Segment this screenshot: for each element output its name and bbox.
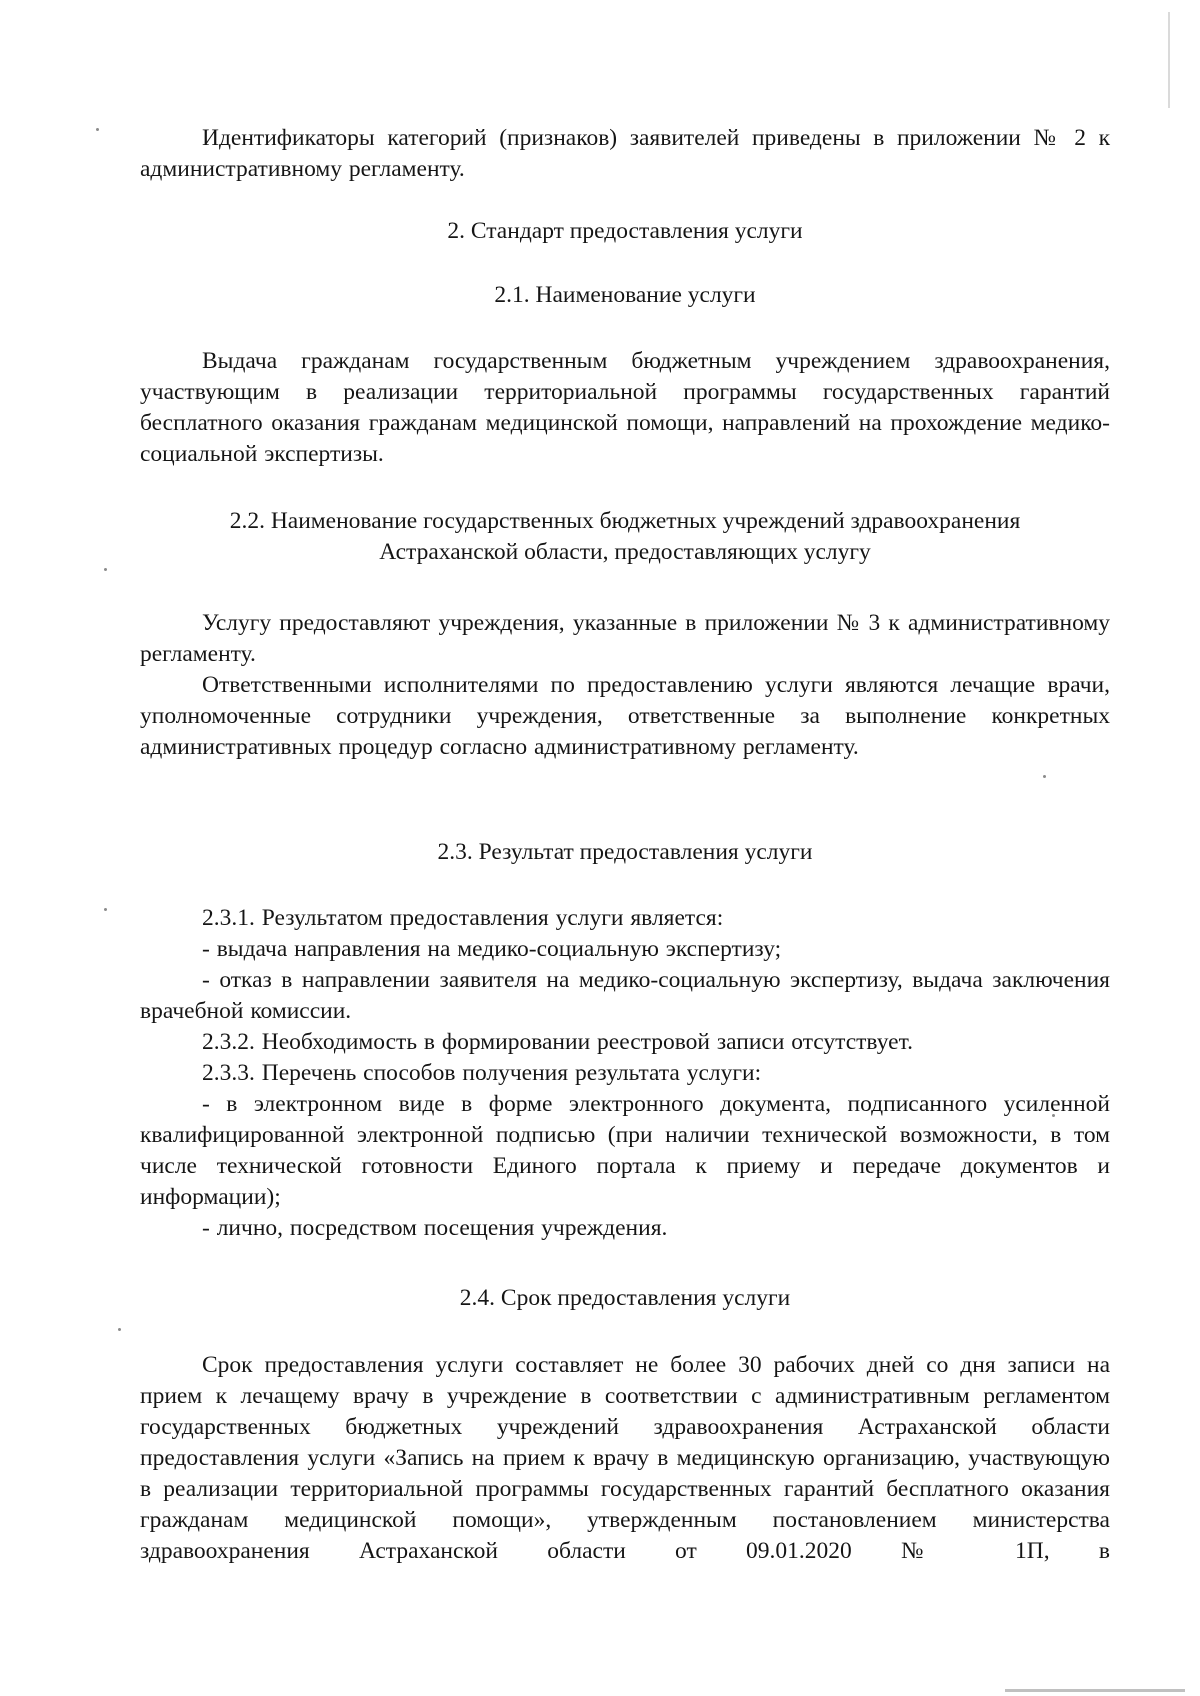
scan-speck — [1043, 775, 1046, 778]
section-2-1-paragraph: Выдача гражданам государственным бюджетным учреждением здравоохранения, участвующим в реализации территориальной программы государственных гарантий бесплатного оказания гражданам медицинской помощи, направлений на прохождение медико-социальной экспертизы. — [140, 348, 1110, 467]
scan-speck — [104, 908, 107, 911]
scan-speck — [104, 568, 107, 571]
scan-edge-mark — [1168, 12, 1170, 108]
section-2-3-paragraph-2: - выдача направления на медико-социальную экспертизу; — [202, 936, 782, 962]
intro-block — [140, 123, 1110, 185]
section-2-2-paragraph-2: Ответственными исполнителями по предоставлению услуги являются лечащие врачи, уполномоченные сотрудники учреждения, ответственные за выполнение конкретных административных процедур согласно административному регламенту. — [140, 672, 1110, 760]
section-2-3-paragraph-6: - в электронном виде в форме электронного документа, подписанного усиленной квалифицированной электронной подписью (при наличии технической возможности, в том числе технической готовности Единого портала к приему и передаче документов и информации); — [140, 1091, 1110, 1210]
section-2-3-paragraph-3: - отказ в направлении заявителя на медико-социальную экспертизу, выдача заключения врачебной комиссии. — [140, 967, 1110, 1024]
section-2-2-paragraph-1: Услугу предоставляют учреждения, указанные в приложении № 3 к административному регламенту. — [140, 610, 1110, 667]
section-2-heading: 2. Стандарт предоставления услуги — [447, 218, 803, 244]
section-2-3-paragraph-7: - лично, посредством посещения учреждения. — [202, 1215, 668, 1241]
section-2-3-paragraph-1: 2.3.1. Результатом предоставления услуги является: — [202, 905, 724, 931]
section-2-2-heading-line2: Астраханской области, предоставляющих услугу — [379, 539, 871, 565]
section-2-2-heading-block — [140, 506, 1110, 568]
section-2-2-heading-line1: 2.2. Наименование государственных бюджетных учреждений здравоохранения — [229, 508, 1021, 534]
section-2-1-heading-block — [140, 280, 1110, 311]
section-2-1-body — [140, 346, 1110, 470]
section-2-1-heading: 2.1. Наименование услуги — [494, 282, 756, 308]
section-2-3-paragraph-4: 2.3.2. Необходимость в формировании реестровой записи отсутствует. — [202, 1029, 913, 1055]
section-2-4-heading: 2.4. Срок предоставления услуги — [459, 1285, 791, 1311]
section-2-3-paragraph-5: 2.3.3. Перечень способов получения результата услуги: — [202, 1060, 762, 1086]
section-2-3-heading-block — [140, 837, 1110, 868]
section-2-4-paragraph-1: Срок предоставления услуги составляет не более 30 рабочих дней со дня записи на прием к лечащему врачу в учреждение в соответствии с административным регламентом государственных бюджетных учреждений здравоохранения Астраханской области предоставления услуги «Запись на прием к врачу в медицинскую организацию, участвующую в реализации территориальной программы государственных гарантий бесплатного оказания гражданам медицинской помощи», утвержденным постановлением министерства здравоохранения Астраханской области от 09.01.2020 № 1П, в — [140, 1352, 1110, 1564]
intro-paragraph: Идентификаторы категорий (признаков) заявителей приведены в приложении № 2 к административному регламенту. — [140, 125, 1110, 182]
section-2-3-body — [140, 903, 1110, 1244]
section-2-2-body — [140, 608, 1110, 763]
section-2-4-body — [140, 1350, 1110, 1567]
scan-bottom-mark — [1005, 1689, 1185, 1692]
section-2-4-heading-block — [140, 1283, 1110, 1314]
scan-speck — [118, 1328, 121, 1331]
section-2-heading-block — [140, 216, 1110, 247]
section-2-3-heading: 2.3. Результат предоставления услуги — [437, 839, 813, 865]
scan-speck — [96, 128, 99, 131]
